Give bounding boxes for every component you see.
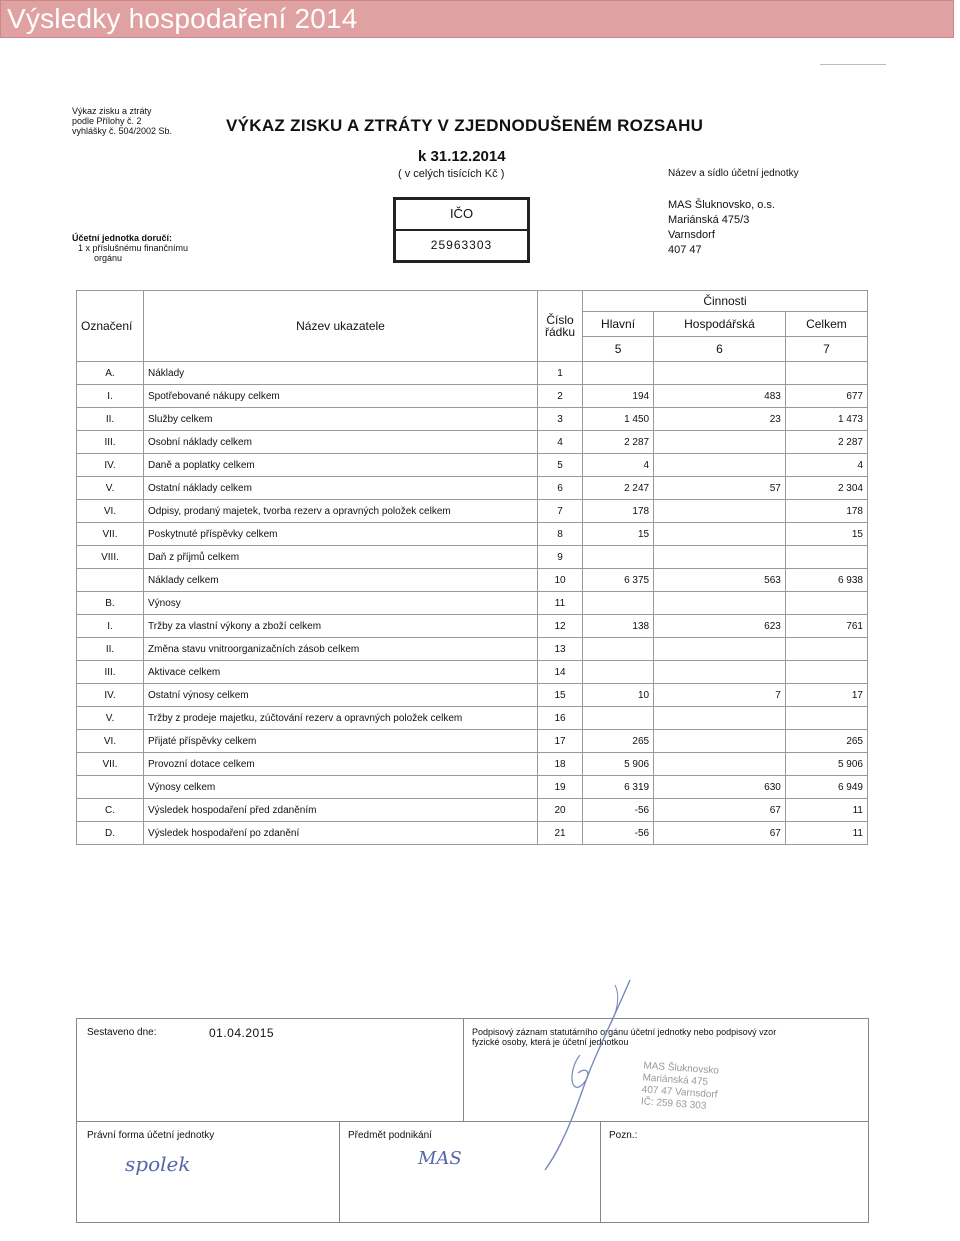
row-main-value <box>583 592 654 615</box>
row-name: Ostatní výnosy celkem <box>144 684 538 707</box>
table-row <box>77 684 868 707</box>
row-economic-value <box>654 500 786 523</box>
row-name: Výnosy celkem <box>144 776 538 799</box>
signature-scribble <box>520 975 640 1175</box>
table-row <box>77 362 868 385</box>
row-economic-value: 483 <box>654 385 786 408</box>
table-row <box>77 638 868 661</box>
col-designation: Označení <box>77 291 144 362</box>
row-name: Tržby z prodeje majetku, zúčtování rezerv a opravných položek celkem <box>144 707 538 730</box>
row-code: III. <box>77 661 144 684</box>
row-economic-value <box>654 431 786 454</box>
row-main-value <box>583 546 654 569</box>
row-name: Daň z příjmů celkem <box>144 546 538 569</box>
row-line-number: 15 <box>538 684 583 707</box>
row-code: IV. <box>77 684 144 707</box>
legal-form-value: spolek <box>125 1152 191 1176</box>
row-code: B. <box>77 592 144 615</box>
row-total-value: 4 <box>785 454 867 477</box>
row-code: I. <box>77 385 144 408</box>
row-main-value: 265 <box>583 730 654 753</box>
row-name: Poskytnuté příspěvky celkem <box>144 523 538 546</box>
row-economic-value: 563 <box>654 569 786 592</box>
legal-form-label: Právní forma účetní jednotky <box>87 1130 215 1141</box>
table-row <box>77 408 868 431</box>
row-total-value: 265 <box>785 730 867 753</box>
row-main-value: 6 319 <box>583 776 654 799</box>
col-economic-number: 6 <box>654 337 786 362</box>
ico-box <box>393 197 530 263</box>
row-code <box>77 569 144 592</box>
row-main-value: 2 287 <box>583 431 654 454</box>
row-main-value: 1 450 <box>583 408 654 431</box>
row-code: IV. <box>77 454 144 477</box>
row-total-value: 11 <box>785 799 867 822</box>
divider <box>820 64 886 65</box>
row-code: II. <box>77 638 144 661</box>
table-row <box>77 569 868 592</box>
row-economic-value: 7 <box>654 684 786 707</box>
col-total: Celkem <box>785 312 867 337</box>
row-main-value: 4 <box>583 454 654 477</box>
col-indicator: Název ukazatele <box>144 291 538 362</box>
table-row <box>77 523 868 546</box>
row-name: Daně a poplatky celkem <box>144 454 538 477</box>
table-row <box>77 753 868 776</box>
row-main-value: 5 906 <box>583 753 654 776</box>
table-row <box>77 546 868 569</box>
row-economic-value <box>654 523 786 546</box>
row-name: Provozní dotace celkem <box>144 753 538 776</box>
table-row <box>77 431 868 454</box>
col-economic: Hospodářská <box>654 312 786 337</box>
row-main-value <box>583 661 654 684</box>
row-name: Tržby za vlastní výkony a zboží celkem <box>144 615 538 638</box>
row-economic-value: 23 <box>654 408 786 431</box>
row-name: Náklady celkem <box>144 569 538 592</box>
row-total-value <box>785 707 867 730</box>
row-economic-value: 57 <box>654 477 786 500</box>
ico-label: IČO <box>449 206 474 221</box>
recipient-note: Účetní jednotka doručí: 1 x příslušnému finančnímu orgánu <box>72 233 189 263</box>
row-total-value: 6 938 <box>785 569 867 592</box>
row-line-number: 3 <box>538 408 583 431</box>
row-code: VIII. <box>77 546 144 569</box>
compiled-box <box>76 1018 464 1122</box>
row-code: III. <box>77 431 144 454</box>
row-name: Odpisy, prodaný majetek, tvorba rezerv a opravných položek celkem <box>144 500 538 523</box>
units-note: ( v celých tisících Kč ) <box>398 168 505 180</box>
row-name: Ostatní náklady celkem <box>144 477 538 500</box>
row-economic-value: 623 <box>654 615 786 638</box>
legal-basis-note: Výkaz zisku a ztráty podle Přílohy č. 2 vyhlášky č. 504/2002 Sb. <box>72 106 173 136</box>
row-economic-value <box>654 638 786 661</box>
row-economic-value: 67 <box>654 799 786 822</box>
note-label: Pozn.: <box>609 1130 638 1141</box>
document-title: VÝKAZ ZISKU A ZTRÁTY V ZJEDNODUŠENÉM ROZSAHU <box>226 116 704 135</box>
row-name: Náklady <box>144 362 538 385</box>
col-main: Hlavní <box>583 312 654 337</box>
row-line-number: 4 <box>538 431 583 454</box>
row-total-value <box>785 546 867 569</box>
row-economic-value <box>654 730 786 753</box>
col-main-number: 5 <box>583 337 654 362</box>
row-line-number: 10 <box>538 569 583 592</box>
row-line-number: 2 <box>538 385 583 408</box>
row-line-number: 17 <box>538 730 583 753</box>
row-main-value: 10 <box>583 684 654 707</box>
row-total-value <box>785 638 867 661</box>
table-body <box>77 362 868 845</box>
row-economic-value <box>654 707 786 730</box>
table-row <box>77 661 868 684</box>
stamp: MAS Šluknovsko Mariánská 475 407 47 Varnsdorf IČ: 259 63 303 <box>640 1060 720 1112</box>
row-line-number: 11 <box>538 592 583 615</box>
table-row <box>77 776 868 799</box>
row-line-number: 8 <box>538 523 583 546</box>
table-row <box>77 454 868 477</box>
col-total-number: 7 <box>785 337 867 362</box>
row-total-value: 17 <box>785 684 867 707</box>
row-economic-value <box>654 592 786 615</box>
row-main-value <box>583 638 654 661</box>
table-row <box>77 500 868 523</box>
row-main-value: 138 <box>583 615 654 638</box>
row-total-value: 6 949 <box>785 776 867 799</box>
row-main-value: 194 <box>583 385 654 408</box>
row-main-value <box>583 362 654 385</box>
row-name: Spotřebované nákupy celkem <box>144 385 538 408</box>
table-row <box>77 592 868 615</box>
compiled-label: Sestaveno dne: <box>87 1027 157 1038</box>
row-code <box>77 776 144 799</box>
row-total-value: 5 906 <box>785 753 867 776</box>
row-code: D. <box>77 822 144 845</box>
entity-label: Název a sídlo účetní jednotky <box>668 168 799 179</box>
row-name: Výsledek hospodaření po zdanění <box>144 822 538 845</box>
row-code: VII. <box>77 753 144 776</box>
row-total-value <box>785 592 867 615</box>
row-line-number: 16 <box>538 707 583 730</box>
row-main-value: 15 <box>583 523 654 546</box>
row-total-value: 15 <box>785 523 867 546</box>
row-economic-value <box>654 753 786 776</box>
row-name: Výsledek hospodaření před zdaněním <box>144 799 538 822</box>
page-header <box>0 0 954 38</box>
table-row <box>77 707 868 730</box>
ico-value: 25963303 <box>430 238 493 252</box>
row-total-value: 677 <box>785 385 867 408</box>
row-name: Služby celkem <box>144 408 538 431</box>
row-main-value: -56 <box>583 799 654 822</box>
row-total-value <box>785 362 867 385</box>
row-main-value: 6 375 <box>583 569 654 592</box>
row-line-number: 12 <box>538 615 583 638</box>
row-code: V. <box>77 707 144 730</box>
row-line-number: 18 <box>538 753 583 776</box>
business-label: Předmět podnikání <box>348 1130 432 1141</box>
row-total-value: 2 287 <box>785 431 867 454</box>
row-main-value: 2 247 <box>583 477 654 500</box>
page-title: Výsledky hospodaření 2014 <box>7 3 358 34</box>
row-total-value: 178 <box>785 500 867 523</box>
report-date: k 31.12.2014 <box>418 148 506 165</box>
row-name: Výnosy <box>144 592 538 615</box>
entity-address: MAS Šluknovsko, o.s. Mariánská 475/3 Varnsdorf 407 47 <box>668 199 775 256</box>
col-line: Číslo řádku <box>538 291 583 362</box>
row-line-number: 6 <box>538 477 583 500</box>
row-main-value: -56 <box>583 822 654 845</box>
row-line-number: 5 <box>538 454 583 477</box>
row-line-number: 20 <box>538 799 583 822</box>
row-line-number: 9 <box>538 546 583 569</box>
business-value: MAS <box>418 1148 462 1169</box>
row-total-value: 11 <box>785 822 867 845</box>
note-box <box>600 1121 869 1223</box>
row-economic-value: 630 <box>654 776 786 799</box>
row-code: VII. <box>77 523 144 546</box>
legal-form-box <box>76 1121 340 1223</box>
row-economic-value <box>654 661 786 684</box>
table-row <box>77 799 868 822</box>
income-statement-table <box>76 290 868 845</box>
signature-label: Podpisový záznam statutárního orgánu účetní jednotky nebo podpisový vzor fyzické osoby, která je účetní jednotkou <box>472 1027 777 1047</box>
row-code: II. <box>77 408 144 431</box>
row-code: I. <box>77 615 144 638</box>
row-line-number: 7 <box>538 500 583 523</box>
row-main-value: 178 <box>583 500 654 523</box>
row-code: C. <box>77 799 144 822</box>
table-row <box>77 385 868 408</box>
row-line-number: 21 <box>538 822 583 845</box>
row-line-number: 14 <box>538 661 583 684</box>
row-total-value: 1 473 <box>785 408 867 431</box>
row-code: VI. <box>77 500 144 523</box>
row-main-value <box>583 707 654 730</box>
row-total-value <box>785 661 867 684</box>
table-row <box>77 477 868 500</box>
row-economic-value <box>654 362 786 385</box>
row-line-number: 19 <box>538 776 583 799</box>
row-code: VI. <box>77 730 144 753</box>
row-economic-value <box>654 546 786 569</box>
row-code: V. <box>77 477 144 500</box>
row-total-value: 761 <box>785 615 867 638</box>
row-economic-value: 67 <box>654 822 786 845</box>
row-name: Přijaté příspěvky celkem <box>144 730 538 753</box>
row-name: Aktivace celkem <box>144 661 538 684</box>
compiled-date: 01.04.2015 <box>209 1026 275 1040</box>
row-line-number: 13 <box>538 638 583 661</box>
row-name: Osobní náklady celkem <box>144 431 538 454</box>
col-activity: Činnosti <box>583 291 868 312</box>
row-code: A. <box>77 362 144 385</box>
row-total-value: 2 304 <box>785 477 867 500</box>
row-economic-value <box>654 454 786 477</box>
table-row <box>77 822 868 845</box>
table-row <box>77 730 868 753</box>
row-name: Změna stavu vnitroorganizačních zásob celkem <box>144 638 538 661</box>
divider <box>396 229 527 231</box>
table-row <box>77 615 868 638</box>
row-line-number: 1 <box>538 362 583 385</box>
